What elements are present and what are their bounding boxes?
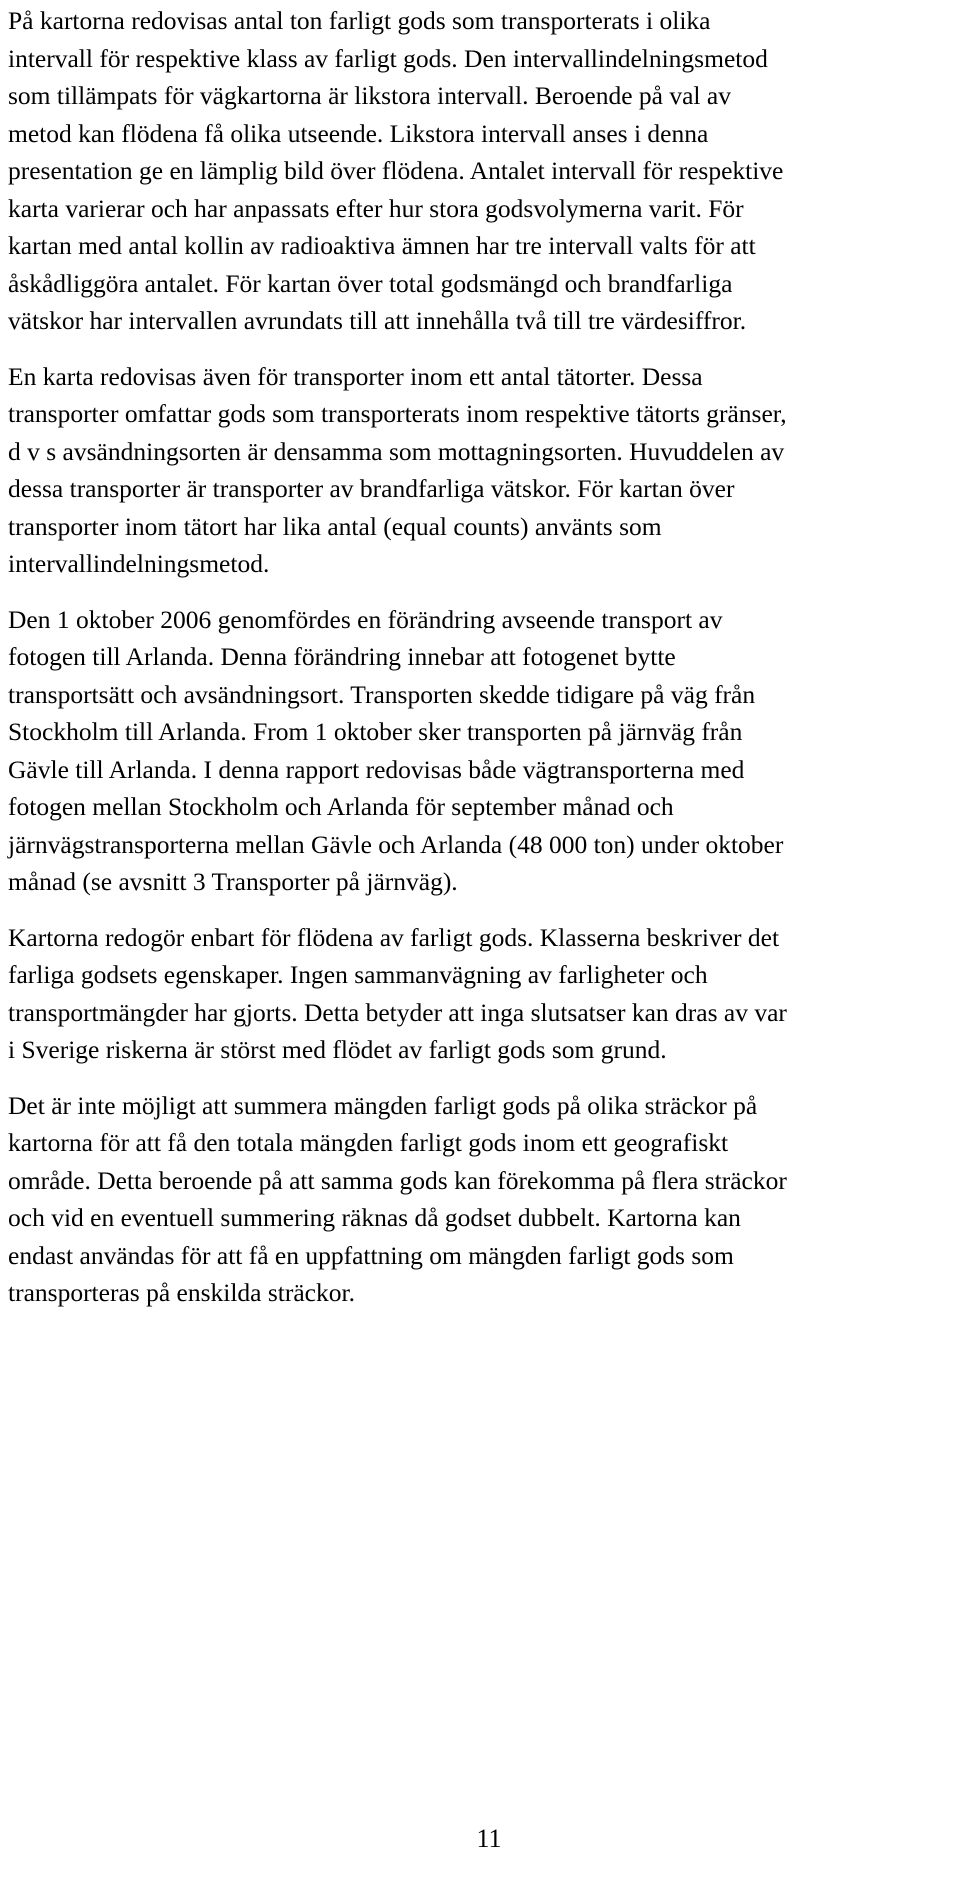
paragraph-map-scope: Kartorna redogör enbart för flödena av farligt gods. Klasserna beskriver det farliga godsets egenskaper. Ingen sammanvägning av farligheter och transportmängder har gjorts. Detta betyder att inga slutsatser kan dras av var i Sverige riskerna är störst med flödet av farligt gods som grund. — [8, 922, 787, 1064]
document-body — [8, 2, 948, 1330]
paragraph-urban-transports: En karta redovisas även för transporter inom ett antal tätorter. Dessa transporter omfattar gods som transporterats inom respektive tätorts gränser, d v s avsändningsorten är densamma som mottagningsorten. Huvuddelen av dessa transporter är transporter av brandfarliga vätskor. För kartan över transporter inom tätort har lika antal (equal counts) använts som intervallindelningsmetod. — [8, 361, 787, 578]
paragraph-interval-method: På kartorna redovisas antal ton farligt gods som transporterats i olika intervall för respektive klass av farligt gods. Den intervallindelningsmetod som tillämpats för vägkartorna är likstora intervall. Beroende på val av metod kan flödena få olika utseende. Likstora intervall anses i denna presentation ge en lämplig bild över flödena. Antalet intervall för respektive karta varierar och har anpassats efter hur stora godsvolymerna varit. För kartan med antal kollin av radioaktiva ämnen har tre intervall valts för att åskådliggöra antalet. För kartan över total godsmängd och brandfarliga vätskor har intervallen avrundats till att innehålla två till tre värdesiffror. — [8, 6, 784, 335]
page-number: 11 — [476, 1824, 502, 1853]
paragraph-summation-note: Det är inte möjligt att summera mängden farligt gods på olika sträckor på kartorna för att få den totala mängden farligt gods inom ett geografiskt område. Detta beroende på att samma gods kan förekomma på flera sträckor och vid en eventuell summering räknas då godset dubbelt. Kartorna kan endast användas för att få en uppfattning om mängden farligt gods som transporteras på enskilda sträckor. — [8, 1090, 787, 1307]
paragraph-arlanda-fuel: Den 1 oktober 2006 genomfördes en förändring avseende transport av fotogen till Arlanda. Denna förändring innebar att fotogenet bytte transportsätt och avsändningsort. Transporten skedde tidigare på väg från Stockholm till Arlanda. From 1 oktober sker transporten på järnväg från Gävle till Arlanda. I denna rapport redovisas både vägtransporterna med fotogen mellan Stockholm och Arlanda för september månad och järnvägstransporterna mellan Gävle och Arlanda (48 000 ton) under oktober månad (se avsnitt 3 Transporter på järnväg). — [8, 604, 784, 896]
